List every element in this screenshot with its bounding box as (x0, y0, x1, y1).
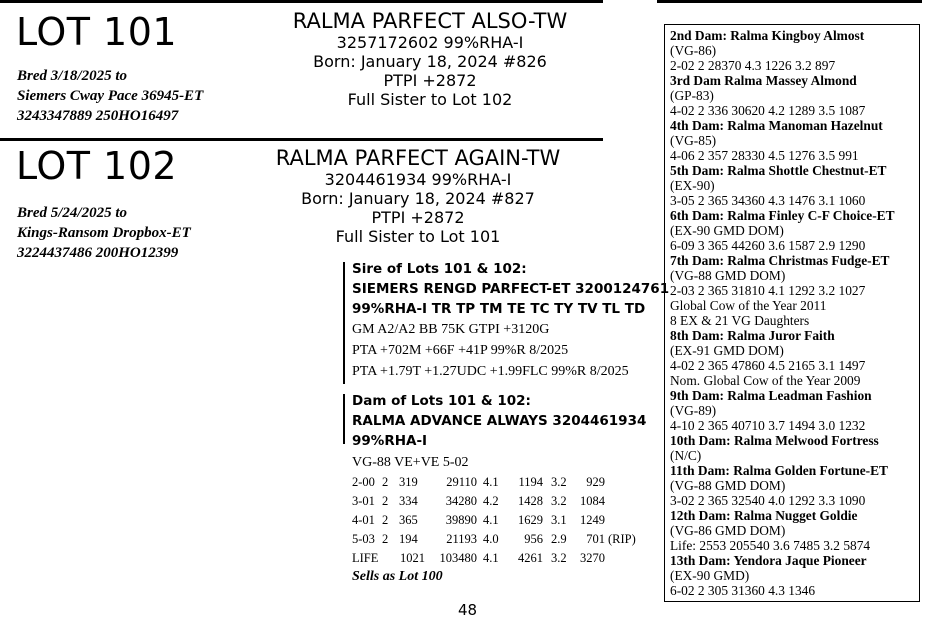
pedigree-detail-line: 2-03 2 365 31810 4.1 1292 3.2 1027 (670, 283, 866, 298)
record-days: 365 (399, 513, 418, 527)
pedigree-detail-line: Global Cow of the Year 2011 (670, 298, 827, 313)
record-protein-pct: 2.9 (551, 532, 567, 546)
record-days: 334 (399, 494, 418, 508)
sire-detail-line: PTA +702M +66F +41P 99%R 8/2025 (352, 343, 569, 358)
record-milk: 29110 (446, 475, 477, 489)
pedigree-detail-line: (VG-86 GMD DOM) (670, 523, 786, 538)
pedigree-dam-title: 2nd Dam: Ralma Kingboy Almost (670, 28, 865, 43)
pedigree-detail-line: 4-02 2 365 47860 4.5 2165 3.1 1497 (670, 358, 866, 373)
pedigree-detail-line: (EX-91 GMD DOM) (670, 343, 784, 358)
table-row-life (352, 549, 636, 568)
record-days: 194 (399, 532, 418, 546)
lot-102-label: LOT 102 (16, 144, 178, 188)
page-number: 48 (458, 601, 478, 619)
lot-101-bred-line: 3243347889 250HO16497 (17, 108, 179, 124)
pedigree-dam-title: 3rd Dam Ralma Massey Almond (670, 73, 857, 88)
sire-name-line: SIEMERS RENGD PARFECT-ET 3200124761 (352, 281, 670, 297)
pedigree-detail-line: Life: 2553 205540 3.6 7485 3.2 5874 (670, 538, 871, 553)
record-age: 4-01 (352, 513, 375, 527)
dam-heading: Dam of Lots 101 & 102: (352, 393, 531, 409)
record-fat-pct: 4.2 (483, 494, 499, 508)
life-label: LIFE (352, 551, 379, 565)
pedigree-detail-line: 6-02 2 305 31360 4.3 1346 (670, 583, 816, 598)
lot-102-born: Born: January 18, 2024 #827 (301, 189, 535, 208)
pedigree-detail-line: (VG-85) (670, 133, 717, 148)
pedigree-dam-title: 9th Dam: Ralma Leadman Fashion (670, 388, 872, 403)
pedigree-detail-line: (EX-90) (670, 178, 715, 193)
pedigree-dam-title: 12th Dam: Ralma Nugget Goldie (670, 508, 858, 523)
sire-block (352, 259, 669, 382)
pedigree-detail-line: (EX-90 GMD DOM) (670, 223, 784, 238)
pedigree-dam-title: 10th Dam: Ralma Melwood Fortress (670, 433, 879, 448)
sire-detail-line: PTA +1.79T +1.27UDC +1.99FLC 99%R 8/2025 (352, 364, 629, 379)
record-milkings: 2 (382, 532, 389, 546)
lot-102-bred-line: Bred 5/24/2025 to (17, 205, 128, 221)
pedigree-detail-line: (VG-88 GMD DOM) (670, 268, 786, 283)
dam-name-line: RALMA ADVANCE ALWAYS 3204461934 (352, 413, 647, 429)
record-fat-pct: 4.1 (483, 475, 499, 489)
lot-102-bred-info (17, 203, 191, 263)
life-protein: 3270 (580, 551, 605, 565)
pedigree-detail-line: 8 EX & 21 VG Daughters (670, 313, 810, 328)
lot-divider-rule (0, 138, 603, 141)
pedigree-box (664, 24, 920, 602)
record-protein: 1249 (580, 513, 605, 527)
table-row (352, 511, 636, 530)
pedigree-dam-title: 6th Dam: Ralma Finley C-F Choice-ET (670, 208, 895, 223)
record-days: 319 (399, 475, 418, 489)
sire-vertical-rule (343, 262, 345, 384)
record-milkings: 2 (382, 494, 389, 508)
lot-102-ptpi: PTPI +2872 (371, 208, 465, 227)
record-age: 2-00 (352, 475, 375, 489)
record-note (605, 511, 636, 530)
pedigree-detail-line: Nom. Global Cow of the Year 2009 (670, 373, 861, 388)
dam-classification: VG-88 VE+VE 5-02 (352, 455, 469, 470)
record-milk: 21193 (446, 532, 477, 546)
pedigree-detail-line: (N/C) (670, 448, 702, 463)
table-row (352, 492, 636, 511)
pedigree-detail-line: (EX-90 GMD) (670, 568, 750, 583)
record-age: 3-01 (352, 494, 375, 508)
record-milk: 39890 (445, 513, 477, 527)
top-rule-left (0, 0, 603, 3)
lot-102-bred-line: 3224437486 200HO12399 (17, 245, 179, 261)
record-milkings: 2 (382, 513, 389, 527)
lot-102-id-line: 3204461934 99%RHA-I (324, 170, 512, 189)
sire-name-line: 99%RHA-I TR TP TM TE TC TY TV TL TD (352, 301, 646, 317)
pedigree-detail-line: (GP-83) (670, 88, 714, 103)
life-note (605, 549, 636, 568)
dam-vertical-rule (343, 394, 345, 444)
pedigree-dam-title: 11th Dam: Ralma Golden Fortune-ET (670, 463, 888, 478)
lot-102-note: Full Sister to Lot 101 (335, 227, 501, 246)
record-fat-pct: 4.1 (483, 513, 499, 527)
pedigree-dam-title: 5th Dam: Ralma Shottle Chestnut-ET (670, 163, 887, 178)
pedigree-detail-line: 3-05 2 365 34360 4.3 1476 3.1 1060 (670, 193, 866, 208)
record-fat: 1194 (518, 475, 543, 489)
dam-records-table (352, 473, 636, 568)
lot-101-bred-info (17, 66, 203, 126)
lot-101-bred-line: Bred 3/18/2025 to (17, 68, 128, 84)
record-note (605, 492, 636, 511)
dam-name-line: 99%RHA-I (352, 433, 428, 449)
pedigree-dam-title: 4th Dam: Ralma Manoman Hazelnut (670, 118, 883, 133)
record-protein-pct: 3.2 (551, 475, 567, 489)
pedigree-detail-line: 3-02 2 365 32540 4.0 1292 3.3 1090 (670, 493, 866, 508)
lot-101-label: LOT 101 (16, 10, 178, 54)
pedigree-detail-line: 6-09 3 365 44260 3.6 1587 2.9 1290 (670, 238, 866, 253)
life-protein-pct: 3.2 (551, 551, 567, 565)
dam-block (352, 391, 646, 586)
record-note: (RIP) (608, 532, 636, 546)
life-days: 1021 (400, 551, 425, 565)
record-fat: 1428 (518, 494, 543, 508)
lot-102-animal-block (258, 146, 578, 246)
record-note (605, 473, 636, 492)
record-fat: 1629 (518, 513, 543, 527)
pedigree-detail-line: 2-02 2 28370 4.3 1226 3.2 897 (670, 58, 836, 73)
lot-101-animal-block (270, 9, 590, 109)
life-fat: 4261 (518, 551, 543, 565)
pedigree-detail-line: (VG-86) (670, 43, 717, 58)
record-milk: 34280 (445, 494, 477, 508)
lot-101-ptpi: PTPI +2872 (383, 71, 477, 90)
dam-sells-note: Sells as Lot 100 (352, 569, 443, 584)
record-protein: 929 (586, 475, 605, 489)
pedigree-detail-line: (VG-88 GMD DOM) (670, 478, 786, 493)
pedigree-dam-title: 7th Dam: Ralma Christmas Fudge-ET (670, 253, 890, 268)
record-fat: 956 (524, 532, 543, 546)
pedigree-dam-title: 8th Dam: Ralma Juror Faith (670, 328, 835, 343)
pedigree-detail-line: 4-06 2 357 28330 4.5 1276 3.5 991 (670, 148, 859, 163)
record-age: 5-03 (352, 532, 375, 546)
record-protein: 1084 (580, 494, 605, 508)
lot-102-bred-line: Kings-Ransom Dropbox-ET (17, 225, 191, 241)
lot-101-note: Full Sister to Lot 102 (347, 90, 513, 109)
pedigree-detail-line: 4-02 2 336 30620 4.2 1289 3.5 1087 (670, 103, 866, 118)
record-protein: 701 (586, 532, 605, 546)
life-milk: 103480 (439, 551, 477, 565)
sire-detail-line: GM A2/A2 BB 75K GTPI +3120G (352, 322, 550, 337)
record-protein-pct: 3.2 (551, 494, 567, 508)
sire-heading: Sire of Lots 101 & 102: (352, 261, 527, 277)
pedigree-dam-title: 13th Dam: Yendora Jaque Pioneer (670, 553, 867, 568)
lot-101-id-line: 3257172602 99%RHA-I (336, 33, 524, 52)
lot-102-animal-name: RALMA PARFECT AGAIN-TW (275, 146, 561, 170)
record-milkings: 2 (382, 475, 389, 489)
lot-101-animal-name: RALMA PARFECT ALSO-TW (292, 9, 568, 33)
life-fat-pct: 4.1 (483, 551, 499, 565)
top-rule-right (657, 0, 922, 3)
lot-101-bred-line: Siemers Cway Pace 36945-ET (17, 88, 204, 104)
pedigree-detail-line: 4-10 2 365 40710 3.7 1494 3.0 1232 (670, 418, 866, 433)
pedigree-detail-line: (VG-89) (670, 403, 717, 418)
record-protein-pct: 3.1 (551, 513, 567, 527)
lot-101-born: Born: January 18, 2024 #826 (313, 52, 547, 71)
table-row (352, 530, 636, 549)
table-row (352, 473, 636, 492)
record-fat-pct: 4.0 (483, 532, 499, 546)
